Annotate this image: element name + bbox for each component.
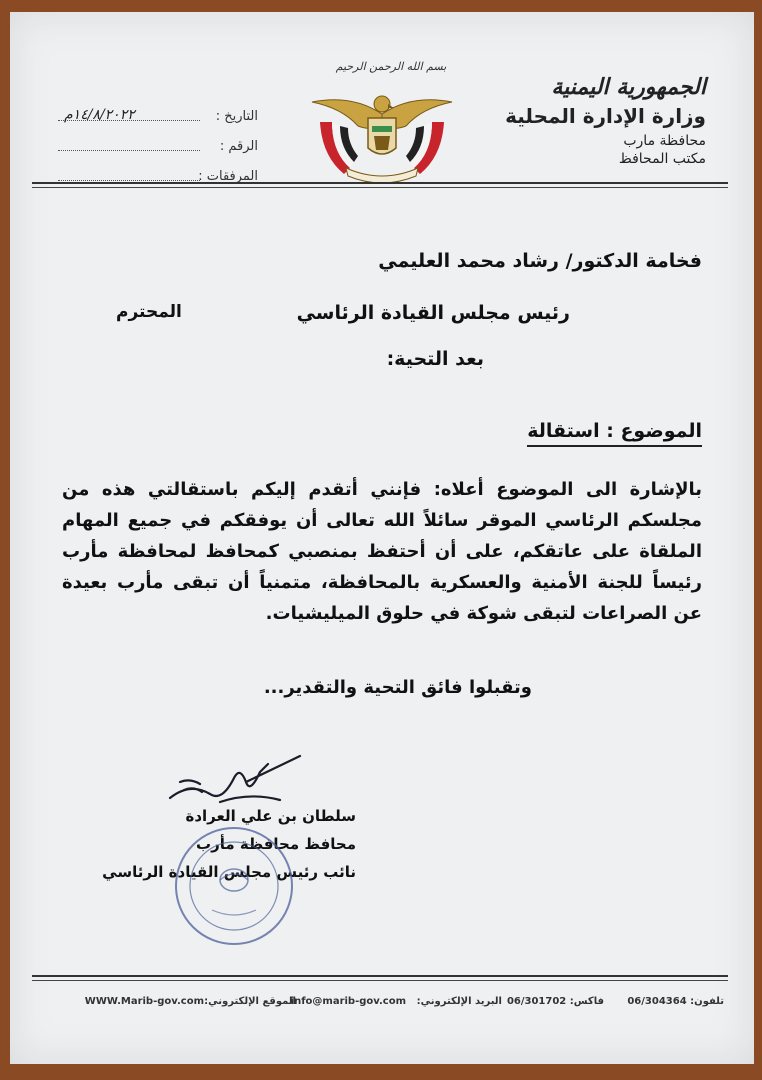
greeting: بعد التحية: — [386, 348, 484, 370]
number-row — [58, 132, 258, 162]
footer-website[interactable]: WWW.Marib-gov.com — [84, 996, 204, 1007]
contact-footer — [32, 996, 728, 1018]
signatory-role: نائب رئيس مجلس القيادة الرئاسي — [102, 863, 356, 881]
addressee-title: رئيس مجلس القيادة الرئاسي — [296, 302, 570, 324]
office-name: مكتب المحافظ — [618, 151, 706, 167]
footer-divider-thin — [32, 980, 728, 981]
subject-line: الموضوع : استقالة — [527, 420, 702, 447]
letterhead-right — [505, 72, 706, 168]
letter-metadata — [58, 102, 258, 192]
header-divider-thin — [32, 187, 728, 188]
footer-phone: تلفون: 06/304364 — [627, 996, 724, 1007]
basmala: بسم الله الرحمن الرحيم — [335, 60, 447, 73]
ministry-name: وزارة الإدارة المحلية — [505, 104, 706, 128]
header-divider — [32, 182, 728, 184]
official-stamp-icon — [172, 824, 296, 948]
date-value: ١٤/٨/٢٠٢٢م — [64, 107, 135, 123]
governorate-name: محافظة مارب — [623, 133, 706, 149]
closing-line: وتقبلوا فائق التحية والتقدير... — [263, 677, 532, 698]
letter-body: بالإشارة الى الموضوع أعلاه: فإنني أتقدم إليكم باستقالتي هذه من مجلسكم الرئاسي الموقر سائلاً الله تعالى أن يوفقكم في جميع المهام الملقاة على عاتقكم، على أن أحتفظ بمنصبي كمحافظ لمحافظة مأرب رئيساً للجنة الأمنية والعسكرية بالمحافظة، متمنياً أن تبقى مأرب بعيدة عن الصراعات لتبقى شوكة في حلوق الميليشيات. — [62, 479, 702, 624]
signatory-name: سلطان بن علي العرادة — [185, 807, 356, 825]
number-label: الرقم : — [219, 139, 258, 154]
footer-website-label: الموقع الإلكتروني: — [204, 996, 296, 1007]
letter-page — [10, 12, 754, 1064]
yemen-emblem-icon — [302, 56, 462, 192]
date-row — [58, 102, 258, 132]
date-label: التاريخ : — [215, 109, 258, 124]
footer-fax: فاكس: 06/301702 — [506, 996, 604, 1007]
footer-email[interactable]: info@marib-gov.com — [290, 996, 406, 1007]
footer-email-label: البريد الإلكتروني: — [416, 996, 502, 1007]
footer-divider — [32, 975, 728, 977]
addressee: فخامة الدكتور/ رشاد محمد العليمي — [378, 250, 702, 272]
republic-name: الجمهورية اليمنية — [551, 74, 706, 100]
signatory-position: محافظ محافظة مأرب — [196, 835, 356, 853]
respected-label: المحترم — [116, 302, 182, 322]
attachments-label: المرفقات : — [198, 169, 258, 184]
